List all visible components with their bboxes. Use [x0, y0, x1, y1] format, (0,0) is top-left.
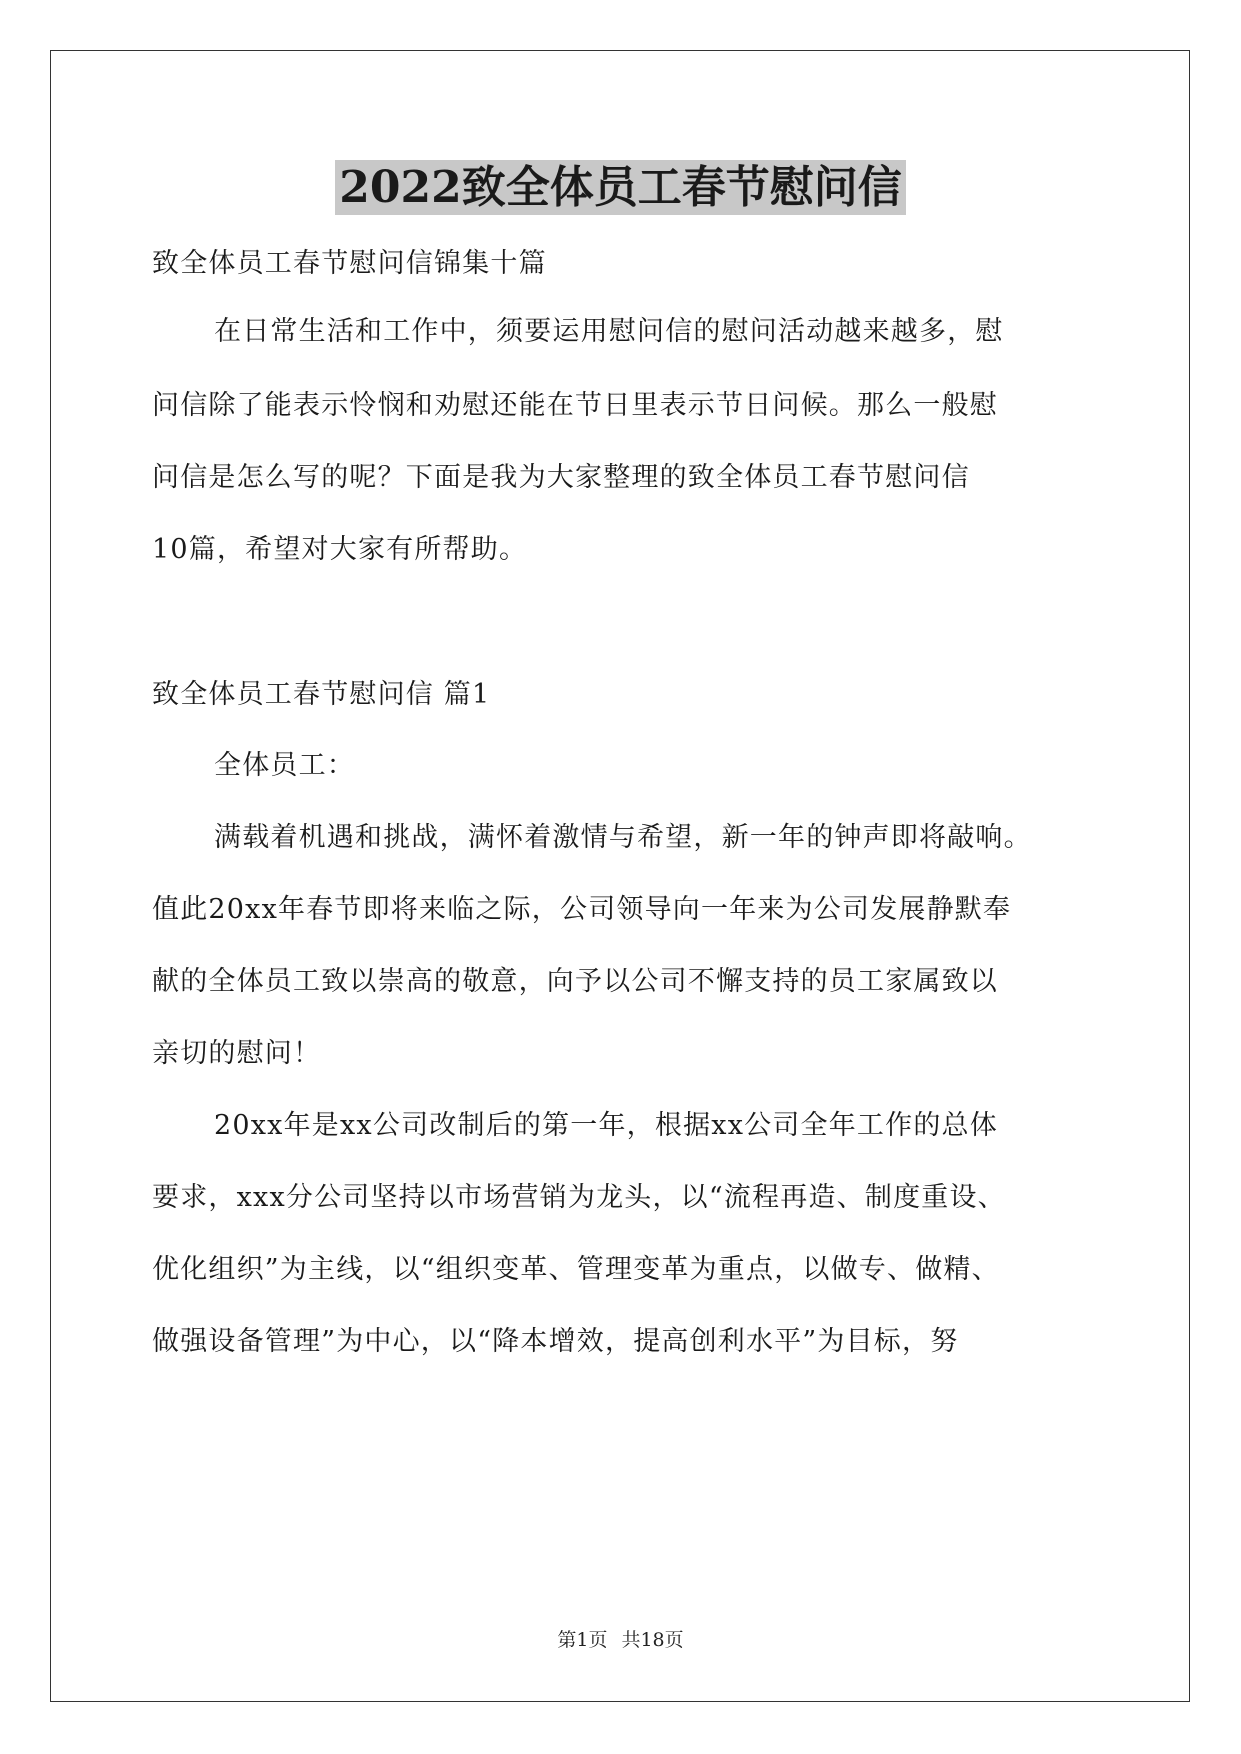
paragraph-line: 满载着机遇和挑战，满怀着激情与希望，新一年的钟声即将敲响。: [214, 822, 1032, 853]
page-footer: [0, 1628, 1241, 1652]
paragraph-line: 做强设备管理”为中心，以“降本增效，提高创利水平”为目标，努: [152, 1326, 959, 1357]
paragraph-line: 亲切的慰问！: [152, 1038, 322, 1069]
page-frame: [50, 50, 1190, 1702]
page-total: 共18页: [621, 1629, 684, 1651]
paragraph-line: 献的全体员工致以崇高的敬意，向予以公司不懈支持的员工家属致以: [152, 966, 998, 997]
salutation: 全体员工：: [214, 750, 355, 781]
intro-line: 10篇，希望对大家有所帮助。: [152, 534, 528, 565]
document-title-text: 2022致全体员工春节慰问信: [335, 160, 905, 215]
paragraph-line: 值此20xx年春节即将来临之际，公司领导向一年来为公司发展静默奉: [152, 894, 1012, 925]
paragraph-line: 优化组织”为主线，以“组织变革、管理变革为重点，以做专、做精、: [152, 1254, 1000, 1285]
page-number: 第1页: [557, 1629, 608, 1651]
paragraph-line: 要求，xxx分公司坚持以市场营销为龙头，以“流程再造、制度重设、: [152, 1182, 1006, 1213]
document-title: [0, 160, 1241, 216]
intro-line: 在日常生活和工作中，须要运用慰问信的慰问活动越来越多，慰: [214, 316, 1004, 347]
intro-line: 问信是怎么写的呢？下面是我为大家整理的致全体员工春节慰问信: [152, 462, 970, 493]
paragraph-line: 20xx年是xx公司改制后的第一年，根据xx公司全年工作的总体: [214, 1110, 998, 1141]
section-heading: 致全体员工春节慰问信 篇1: [152, 679, 491, 710]
intro-line: 问信除了能表示怜悯和劝慰还能在节日里表示节日问候。那么一般慰: [152, 390, 998, 421]
subtitle: 致全体员工春节慰问信锦集十篇: [152, 248, 547, 279]
